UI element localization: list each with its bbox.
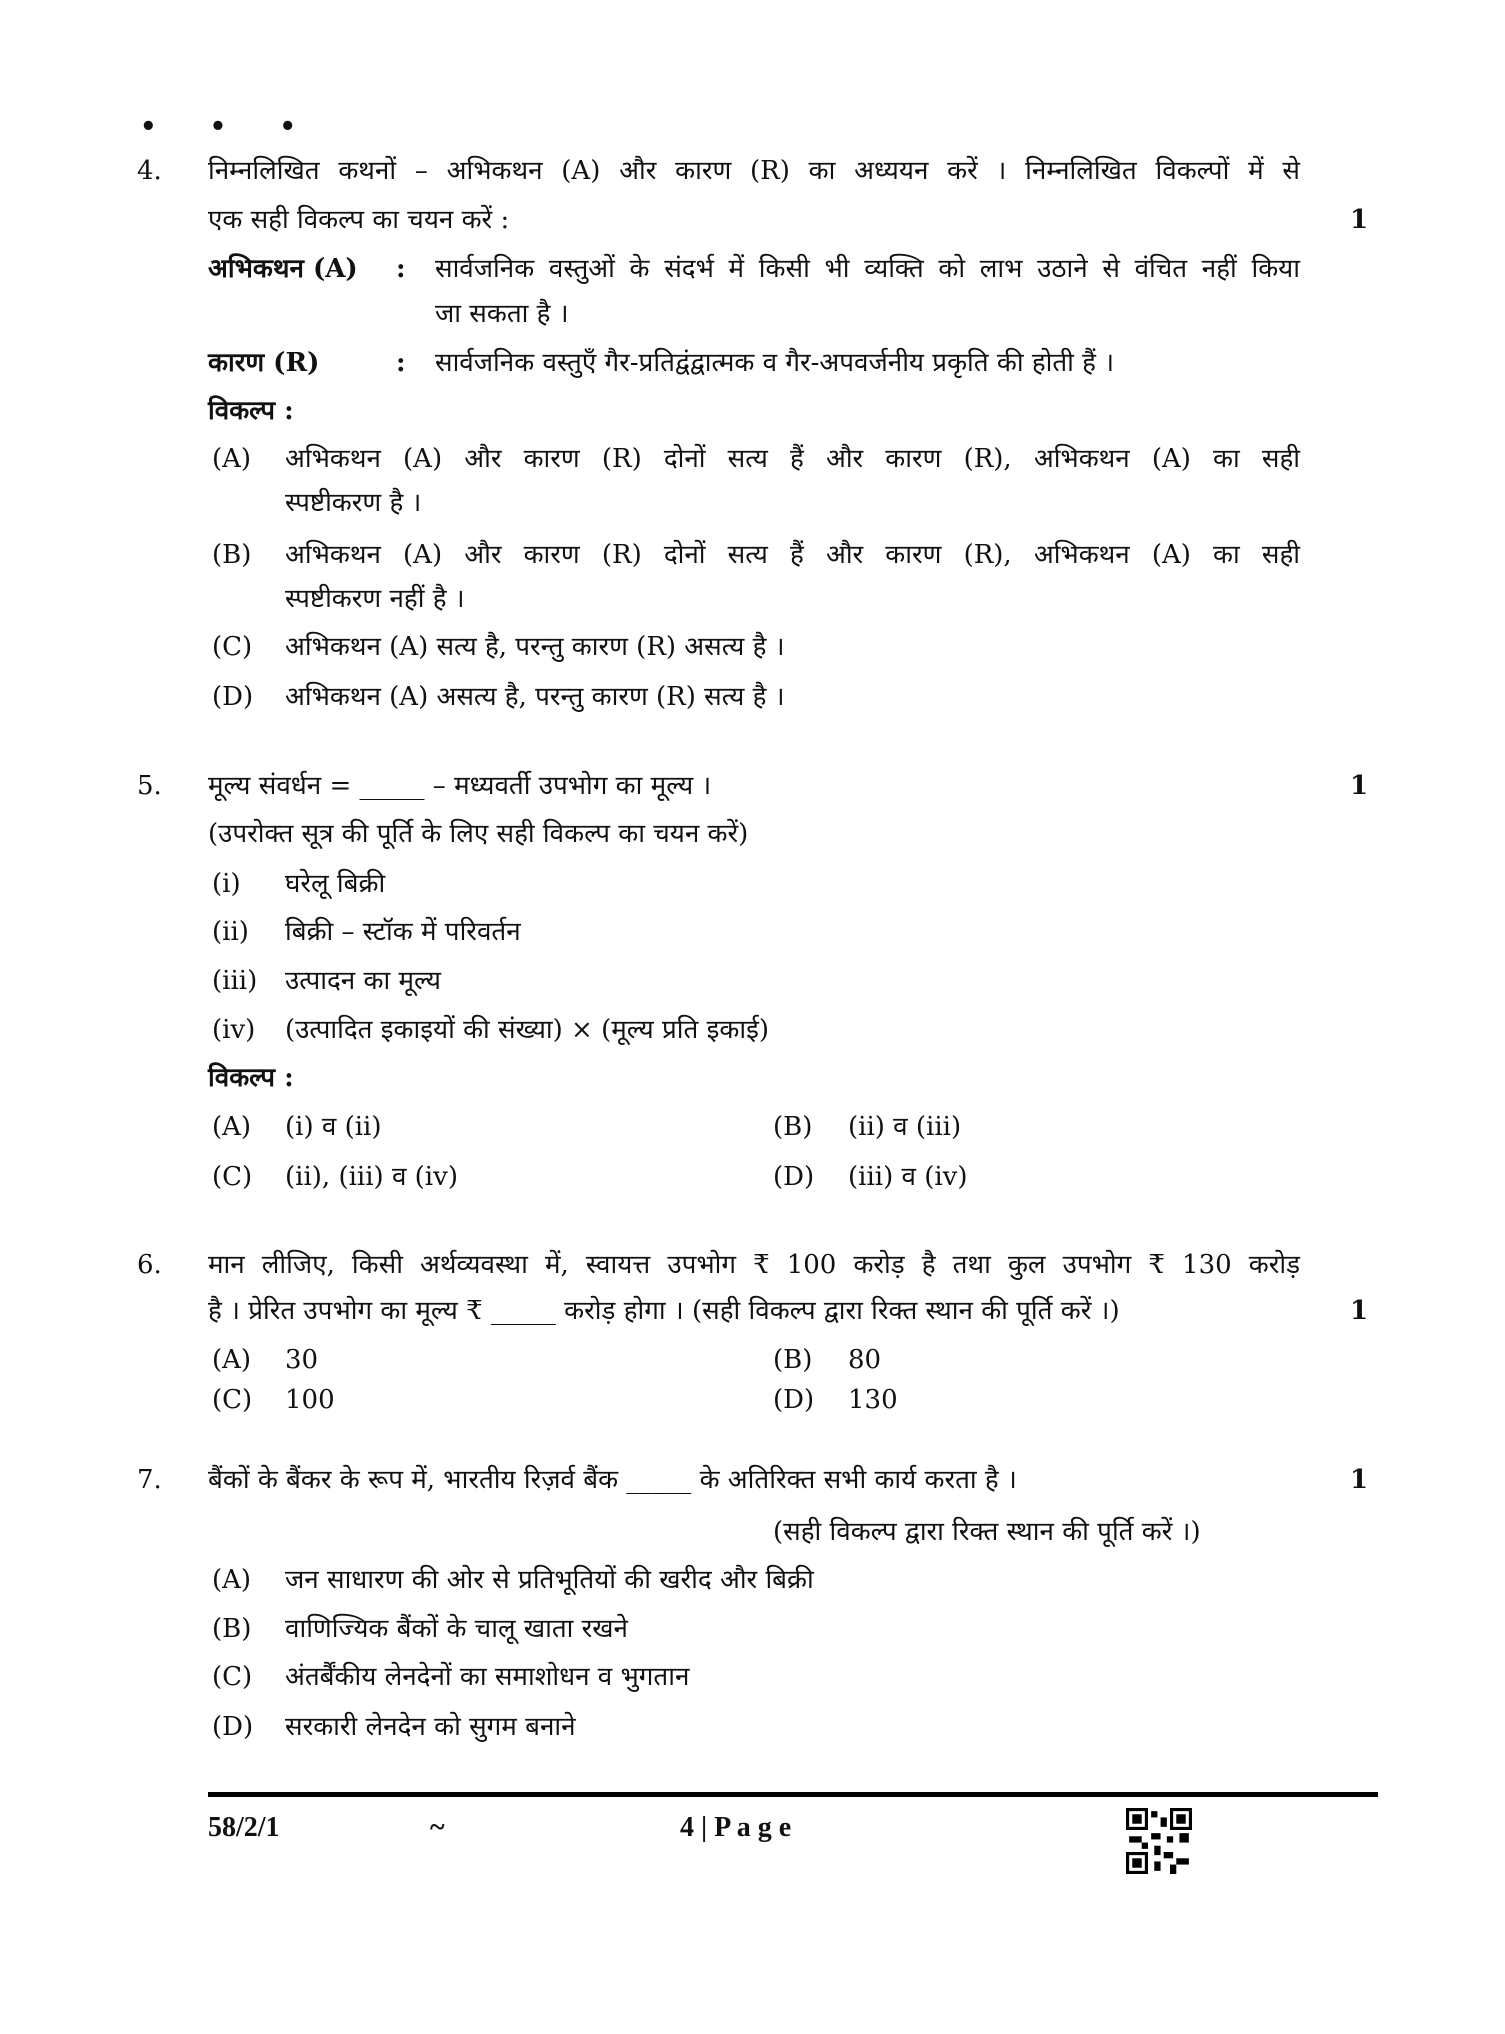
- option-key: (D): [212, 1712, 254, 1742]
- option-key: (A): [212, 1565, 252, 1595]
- paper-code: 58/2/1: [208, 1812, 280, 1843]
- item-text: उत्पादन का मूल्य: [285, 966, 441, 996]
- option-key: (D): [773, 1162, 815, 1192]
- option-a: अभिकथन (A) और कारण (R) दोनों सत्य हैं और कारण (R), अभिकथन (A) का सही: [285, 444, 1300, 474]
- option-d: (iii) व (iv): [848, 1162, 968, 1192]
- question-instruction: (सही विकल्प द्वारा रिक्त स्थान की पूर्ति करें ।): [773, 1517, 1201, 1547]
- item-key: (iv): [212, 1015, 256, 1045]
- marks: 1: [1350, 1296, 1369, 1326]
- option-key: (A): [212, 1112, 252, 1142]
- option-b-cont: स्पष्टीकरण नहीं है ।: [285, 584, 465, 614]
- question-number: 5.: [137, 771, 162, 801]
- option-b: अभिकथन (A) और कारण (R) दोनों सत्य हैं और कारण (R), अभिकथन (A) का सही: [285, 540, 1300, 570]
- option-c: अंतर्बैंकीय लेनदेनों का समाशोधन व भुगतान: [285, 1662, 690, 1692]
- question-text: बैंकों के बैंकर के रूप में, भारतीय रिज़र्व बैंक _____ के अतिरिक्त सभी कार्य करता है ।: [208, 1465, 1017, 1495]
- option-c: 100: [285, 1385, 335, 1415]
- option-a: 30: [285, 1345, 319, 1375]
- option-c: (ii), (iii) व (iv): [285, 1162, 458, 1192]
- question-text: मान लीजिए, किसी अर्थव्यवस्था में, स्वायत्त उपभोग ₹ 100 करोड़ है तथा कुल उपभोग ₹ 130 करोड़: [208, 1250, 1300, 1280]
- item-text: बिक्री – स्टॉक में परिवर्तन: [285, 917, 521, 947]
- assertion-text: सार्वजनिक वस्तुओं के संदर्भ में किसी भी व्यक्ति को लाभ उठाने से वंचित नहीं किया: [435, 254, 1300, 284]
- option-b: (ii) व (iii): [848, 1112, 962, 1142]
- item-key: (iii): [212, 966, 258, 996]
- option-key: (A): [212, 444, 252, 474]
- marks: 1: [1350, 771, 1369, 801]
- marks: 1: [1350, 205, 1369, 235]
- question-number: 7.: [137, 1465, 162, 1495]
- option-b: 80: [848, 1345, 882, 1375]
- question-text: मूल्य संवर्धन = _____ – मध्यवर्ती उपभोग का मूल्य ।: [208, 771, 712, 801]
- option-key: (B): [212, 540, 252, 570]
- item-key: (i): [212, 869, 241, 899]
- options-label: विकल्प :: [208, 1063, 294, 1093]
- marks: 1: [1350, 1465, 1369, 1495]
- options-label: विकल्प :: [208, 396, 294, 426]
- colon: :: [396, 348, 406, 378]
- option-key: (D): [773, 1385, 815, 1415]
- continuation-dots: • • •: [140, 112, 318, 142]
- qr-code-icon: [1126, 1808, 1192, 1874]
- question-text: एक सही विकल्प का चयन करें :: [208, 205, 510, 235]
- question-text: है । प्रेरित उपभोग का मूल्य ₹ _____ करोड़ होगा । (सही विकल्प द्वारा रिक्त स्थान की पूर्ति करें ।): [208, 1296, 1120, 1326]
- colon: :: [396, 254, 406, 284]
- option-key: (B): [212, 1614, 252, 1644]
- item-key: (ii): [212, 917, 249, 947]
- option-b: वाणिज्यिक बैंकों के चालू खाता रखने: [285, 1614, 628, 1644]
- option-d: 130: [848, 1385, 898, 1415]
- tilde-mark: ~: [430, 1812, 445, 1843]
- option-key: (C): [212, 1162, 253, 1192]
- option-a-cont: स्पष्टीकरण है ।: [285, 488, 422, 518]
- option-a: (i) व (ii): [285, 1112, 382, 1142]
- option-d: सरकारी लेनदेन को सुगम बनाने: [285, 1712, 576, 1742]
- option-key: (C): [212, 1385, 253, 1415]
- footer-rule: [208, 1792, 1378, 1797]
- option-key: (D): [212, 682, 254, 712]
- question-number: 4.: [137, 156, 162, 186]
- item-text: घरेलू बिक्री: [285, 869, 386, 899]
- question-number: 6.: [137, 1250, 162, 1280]
- option-key: (A): [212, 1345, 252, 1375]
- reason-label: कारण (R): [208, 348, 320, 378]
- option-key: (C): [212, 632, 253, 662]
- question-text: (उपरोक्त सूत्र की पूर्ति के लिए सही विकल्प का चयन करें): [208, 819, 749, 849]
- question-text: निम्नलिखित कथनों – अभिकथन (A) और कारण (R) का अध्ययन करें । निम्नलिखित विकल्पों में से: [208, 156, 1300, 186]
- item-text: (उत्पादित इकाइयों की संख्या) × (मूल्य प्रति इकाई): [285, 1015, 770, 1045]
- assertion-text: जा सकता है ।: [435, 299, 569, 329]
- page-number: 4 | P a g e: [680, 1812, 792, 1843]
- option-c: अभिकथन (A) सत्य है, परन्तु कारण (R) असत्य है ।: [285, 632, 785, 662]
- assertion-label: अभिकथन (A): [208, 254, 358, 284]
- option-key: (C): [212, 1662, 253, 1692]
- option-key: (B): [773, 1345, 813, 1375]
- option-a: जन साधारण की ओर से प्रतिभूतियों की खरीद और बिक्री: [285, 1565, 814, 1595]
- option-d: अभिकथन (A) असत्य है, परन्तु कारण (R) सत्य है ।: [285, 682, 785, 712]
- option-key: (B): [773, 1112, 813, 1142]
- reason-text: सार्वजनिक वस्तुएँ गैर-प्रतिद्वंद्वात्मक व गैर-अपवर्जनीय प्रकृति की होती हैं ।: [435, 348, 1115, 378]
